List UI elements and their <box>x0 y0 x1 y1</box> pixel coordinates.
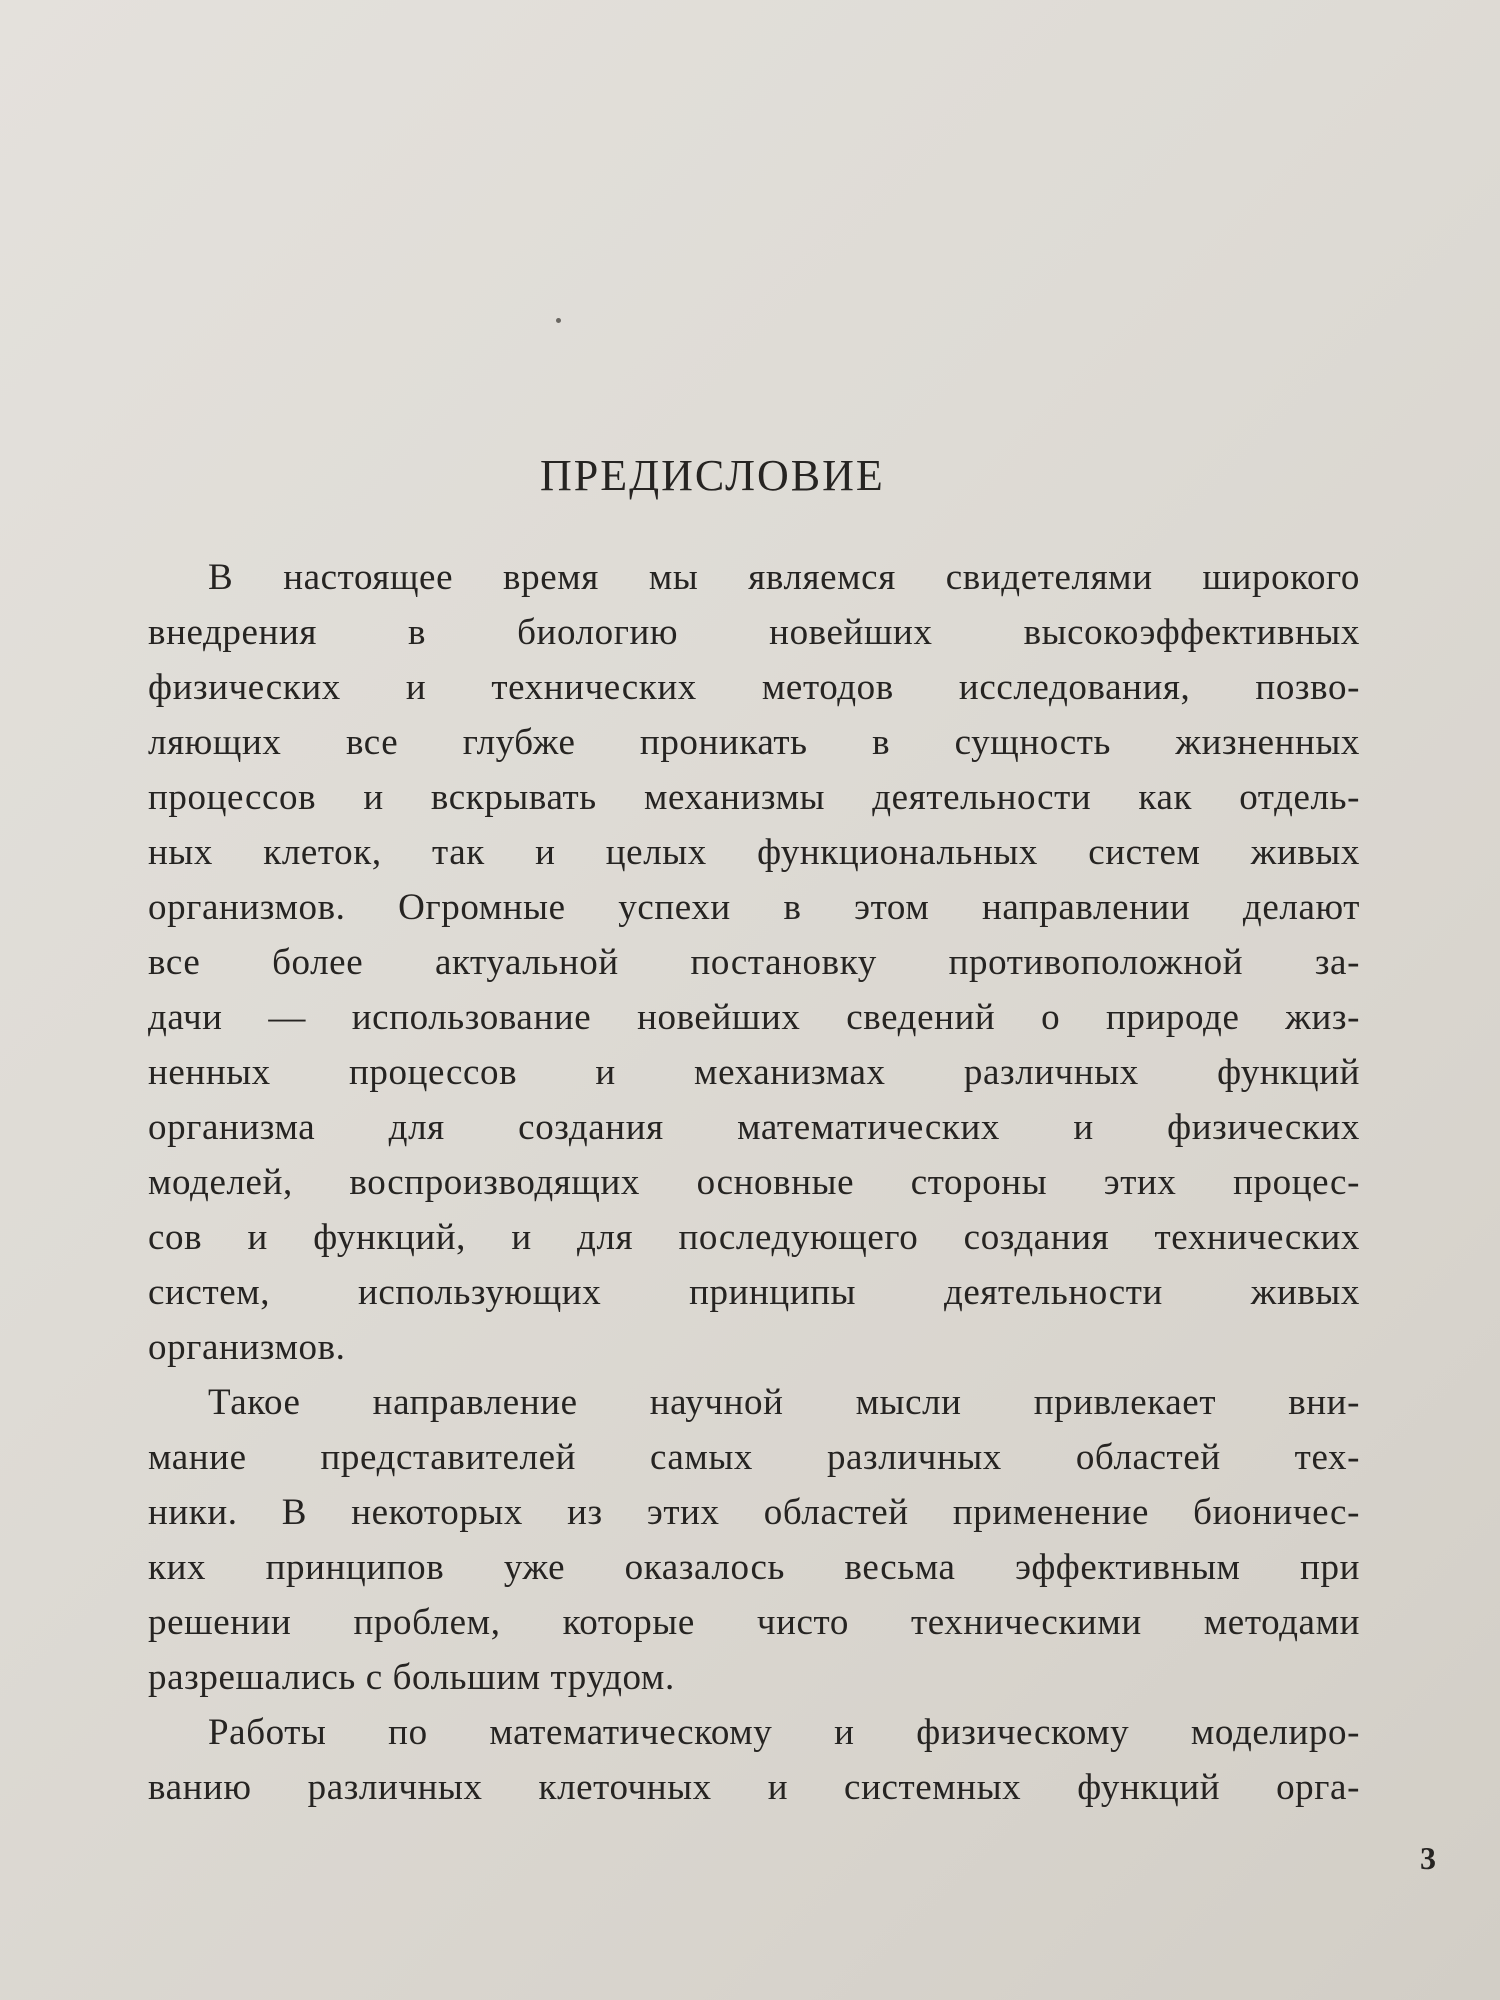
text-line: систем, использующих принципы деятельности живых <box>148 1272 1360 1313</box>
text-line: ванию различных клеточных и системных функций орга- <box>148 1767 1360 1808</box>
text-line: ненных процессов и механизмах различных функций <box>148 1052 1360 1093</box>
text-line: ники. В некоторых из этих областей применение бионичес- <box>148 1492 1360 1533</box>
text-line: организма для создания математических и физических <box>148 1107 1360 1148</box>
text-line: внедрения в биологию новейших высокоэффективных <box>148 612 1360 653</box>
text-line: разрешались с большим трудом. <box>148 1657 675 1698</box>
text-line: В настоящее время мы являемся свидетелями широкого <box>208 557 1360 598</box>
page-number: 3 <box>1420 1840 1436 1876</box>
page-title: ПРЕДИСЛОВИЕ <box>540 451 885 500</box>
body-text <box>148 550 1360 1815</box>
text-line: ких принципов уже оказалось весьма эффективным при <box>148 1547 1360 1588</box>
paper-speck <box>556 318 561 323</box>
text-line: организмов. Огромные успехи в этом направлении делают <box>148 887 1360 928</box>
text-line: ных клеток, так и целых функциональных систем живых <box>148 832 1360 873</box>
text-line: моделей, воспроизводящих основные стороны этих процес- <box>148 1162 1360 1203</box>
text-line: Такое направление научной мысли привлекает вни- <box>208 1382 1360 1423</box>
text-line: дачи — использование новейших сведений о природе жиз- <box>148 997 1360 1038</box>
text-line: ляющих все глубже проникать в сущность жизненных <box>148 722 1360 763</box>
text-line: сов и функций, и для последующего создания технических <box>148 1217 1360 1258</box>
text-line: мание представителей самых различных областей тех- <box>148 1437 1360 1478</box>
text-line: процессов и вскрывать механизмы деятельности как отдель- <box>148 777 1360 818</box>
text-line: все более актуальной постановку противоположной за- <box>148 942 1360 983</box>
text-line: организмов. <box>148 1327 346 1368</box>
text-line: Работы по математическому и физическому моделиро- <box>208 1712 1360 1753</box>
text-line: физических и технических методов исследования, позво- <box>148 667 1360 708</box>
text-line: решении проблем, которые чисто техническими методами <box>148 1602 1360 1643</box>
